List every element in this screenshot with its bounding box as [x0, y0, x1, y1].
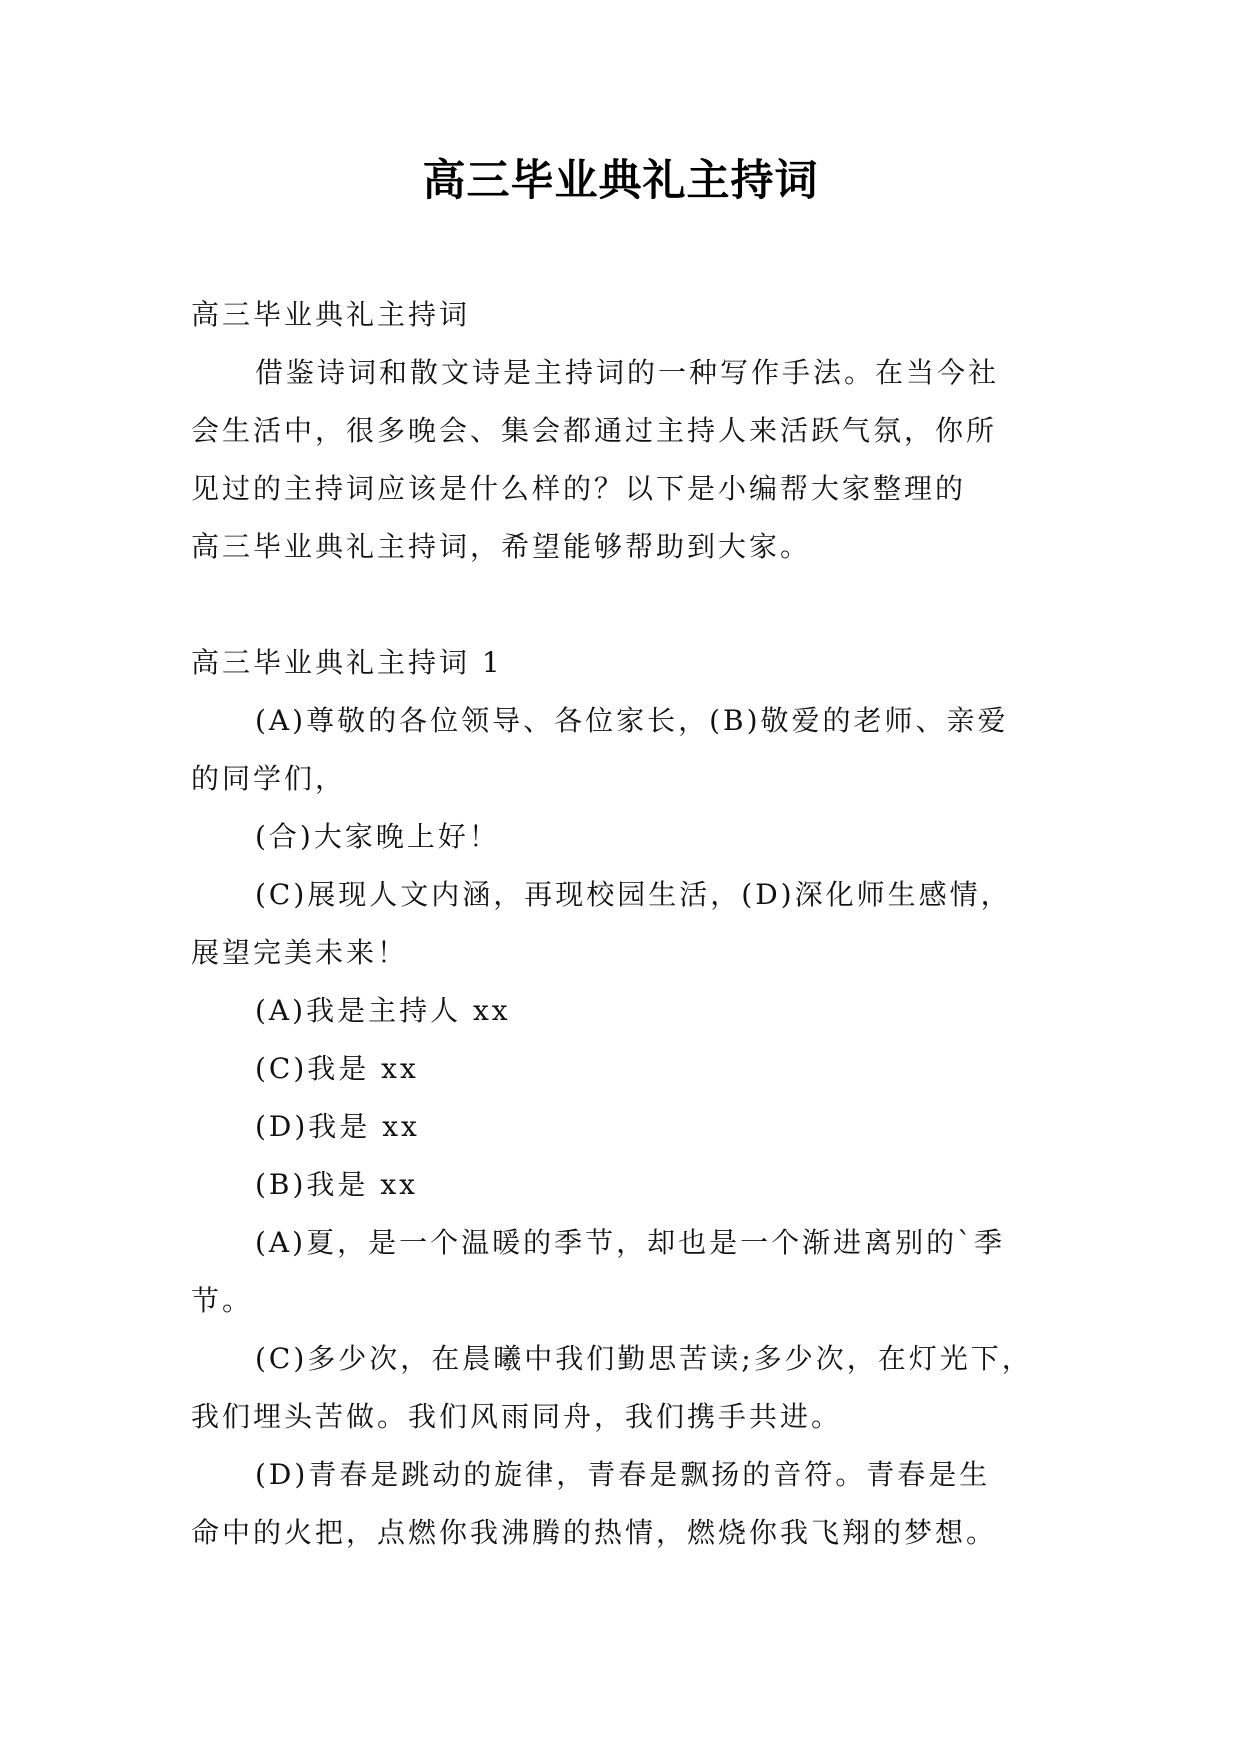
document-title: 高三毕业典礼主持词	[422, 156, 819, 206]
script-line: (A)夏，是一个温暖的季节，却也是一个渐进离别的`季	[255, 1226, 1006, 1259]
section-heading: 高三毕业典礼主持词 1	[191, 646, 503, 679]
script-line: (A)我是主持人 xx	[255, 994, 511, 1027]
intro-line: 借鉴诗词和散文诗是主持词的一种写作手法。在当今社	[255, 356, 1000, 389]
script-line: (B)我是 xx	[255, 1168, 418, 1201]
document-body	[191, 286, 1059, 1562]
subtitle: 高三毕业典礼主持词	[191, 298, 471, 331]
script-line: 命中的火把，点燃你我沸腾的热情，燃烧你我飞翔的梦想。	[191, 1516, 998, 1549]
intro-line: 会生活中，很多晚会、集会都通过主持人来活跃气氛，你所	[191, 414, 998, 447]
script-line: (A)尊敬的各位领导、各位家长，(B)敬爱的老师、亲爱	[255, 704, 1009, 737]
intro-line: 高三毕业典礼主持词，希望能够帮助到大家。	[191, 530, 812, 563]
script-line: 展望完美未来！	[191, 936, 409, 969]
paragraph-gap	[191, 576, 1059, 634]
script-line: 我们埋头苦做。我们风雨同舟，我们携手共进。	[191, 1400, 843, 1433]
script-line: (C)我是 xx	[255, 1052, 419, 1085]
script-line: (合)大家晚上好！	[255, 820, 500, 853]
script-line: 的同学们，	[191, 762, 347, 795]
script-line: (D)青春是跳动的旋律，青春是飘扬的音符。青春是生	[255, 1458, 991, 1491]
script-line: (C)多少次，在晨曦中我们勤思苦读;多少次，在灯光下，	[255, 1342, 1033, 1375]
intro-line: 见过的主持词应该是什么样的？以下是小编帮大家整理的	[191, 472, 967, 505]
script-line: (C)展现人文内涵，再现校园生活，(D)深化师生感情，	[255, 878, 1012, 911]
script-line: (D)我是 xx	[255, 1110, 420, 1143]
script-line: 节。	[191, 1284, 254, 1317]
